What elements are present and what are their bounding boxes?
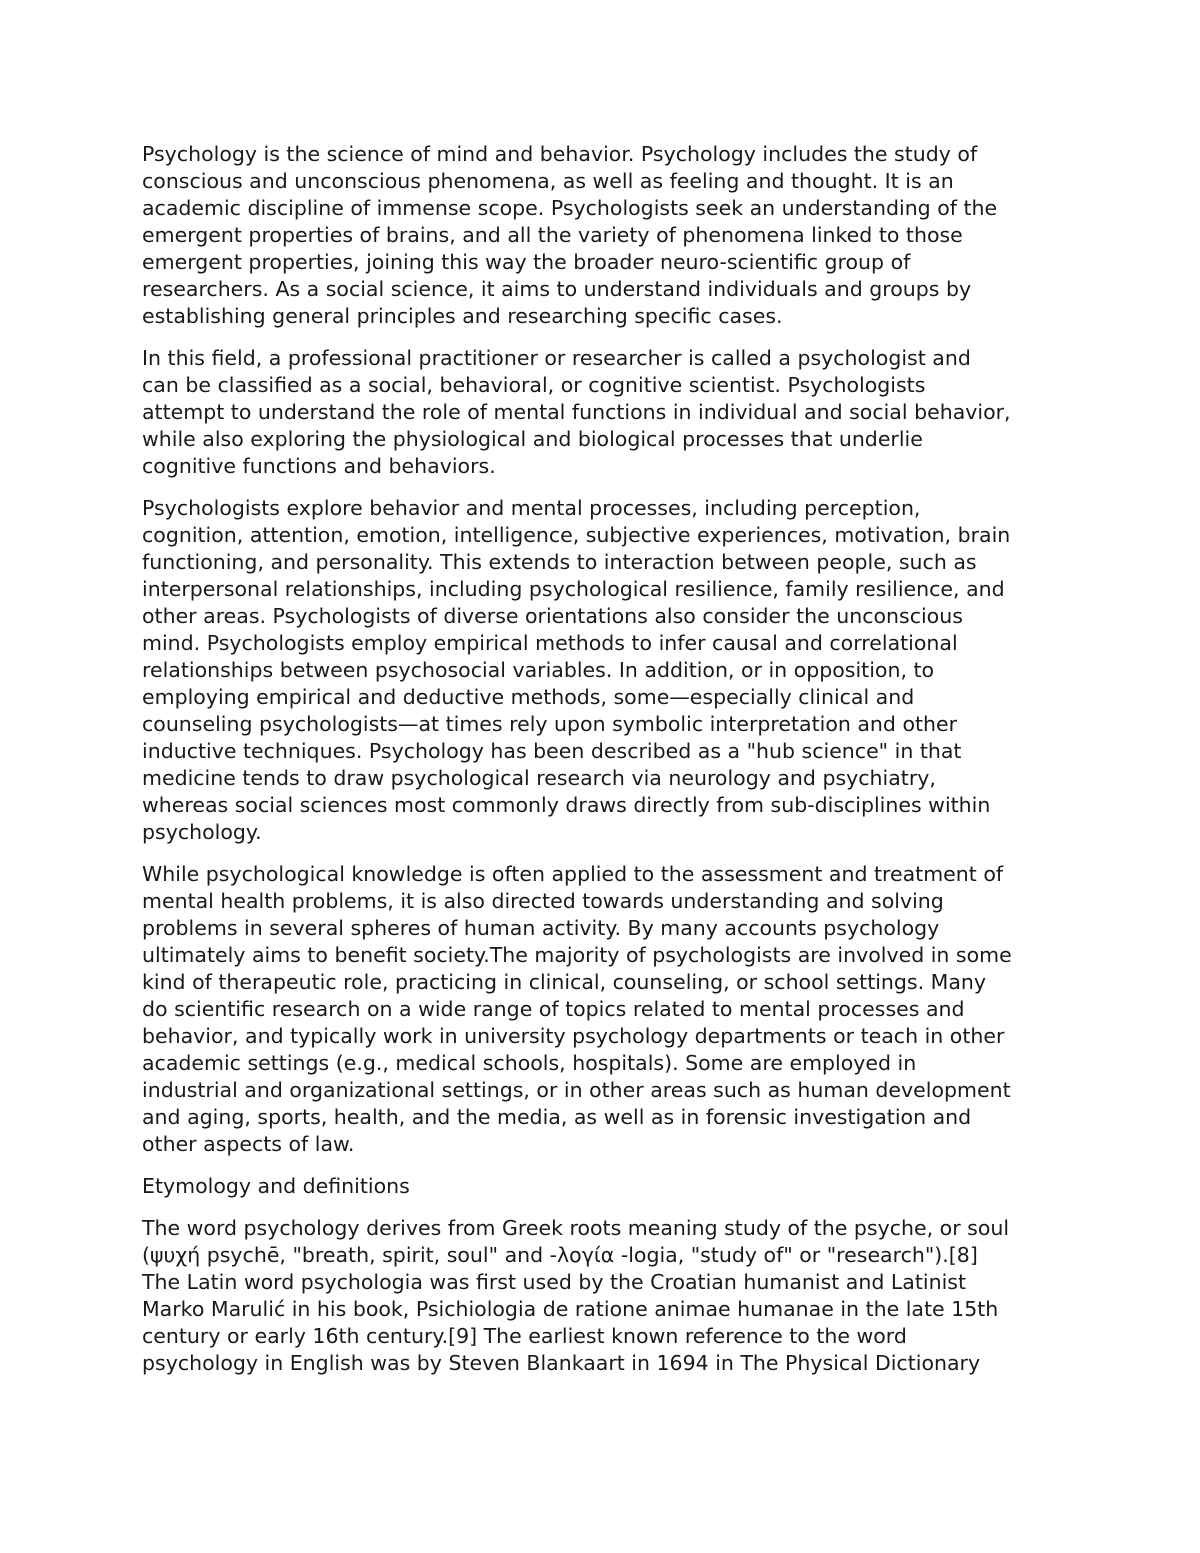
section-heading-etymology: Etymology and definitions (142, 1174, 410, 1198)
paragraph-scope: Psychologists explore behavior and mental processes, including perception, cognition, attention, emotion, intelligence, subjective experiences, motivation, brain functioning, and personality. This extends to interaction between people, such as interpersonal relationships, including psychological resilience, family resilience, and other areas. Psychologists of diverse orientations also consider the unconscious mind. Psychologists employ empirical methods to infer causal and correlational relationships between psychosocial variables. In addition, or in opposition, to employing empirical and deductive methods, some—especially clinical and counseling psychologists—at times rely upon symbolic interpretation and other inductive techniques. Psychology has been described as a "hub science" in that medicine tends to draw psychological research via neurology and psychiatry, whereas social sciences most commonly draws directly from sub-disciplines within psychology. (142, 496, 1011, 844)
paragraph-definition: Psychology is the science of mind and behavior. Psychology includes the study of conscious and unconscious phenomena, as well as feeling and thought. It is an academic discipline of immense scope. Psychologists seek an understanding of the emergent properties of brains, and all the variety of phenomena linked to those emergent properties, joining this way the broader neuro-scientific group of researchers. As a social science, it aims to understand individuals and groups by establishing general principles and researching specific cases. (142, 142, 998, 328)
paragraph-applications: While psychological knowledge is often applied to the assessment and treatment of mental health problems, it is also directed towards understanding and solving problems in several spheres of human activity. By many accounts psychology ultimately aims to benefit society.The majority of psychologists are involved in some kind of therapeutic role, practicing in clinical, counseling, or school settings. Many do scientific research on a wide range of topics related to mental processes and behavior, and typically work in university psychology departments or teach in other academic settings (e.g., medical schools, hospitals). Some are employed in industrial and organizational settings, or in other areas such as human development and aging, sports, health, and the media, as well as in forensic investigation and other aspects of law. (142, 862, 1012, 1156)
paragraph-etymology: The word psychology derives from Greek roots meaning study of the psyche, or soul (ψυχή psychē, "breath, spirit, soul" and -λογία -logia, "study of" or "research").[8] The Latin word psychologia was first used by the Croatian humanist and Latinist Marko Marulić in his book, Psichiologia de ratione animae humanae in the late 15th century or early 16th century.[9] The earliest known reference to the word psychology in English was by Steven Blankaart in 1694 in The Physical Dictionary (142, 1216, 1010, 1375)
document-body (142, 141, 1062, 1392)
paragraph-practitioner: In this field, a professional practitioner or researcher is called a psychologist and can be classified as a social, behavioral, or cognitive scientist. Psychologists attempt to understand the role of mental functions in individual and social behavior, while also exploring the physiological and biological processes that underlie cognitive functions and behaviors. (142, 346, 1011, 478)
